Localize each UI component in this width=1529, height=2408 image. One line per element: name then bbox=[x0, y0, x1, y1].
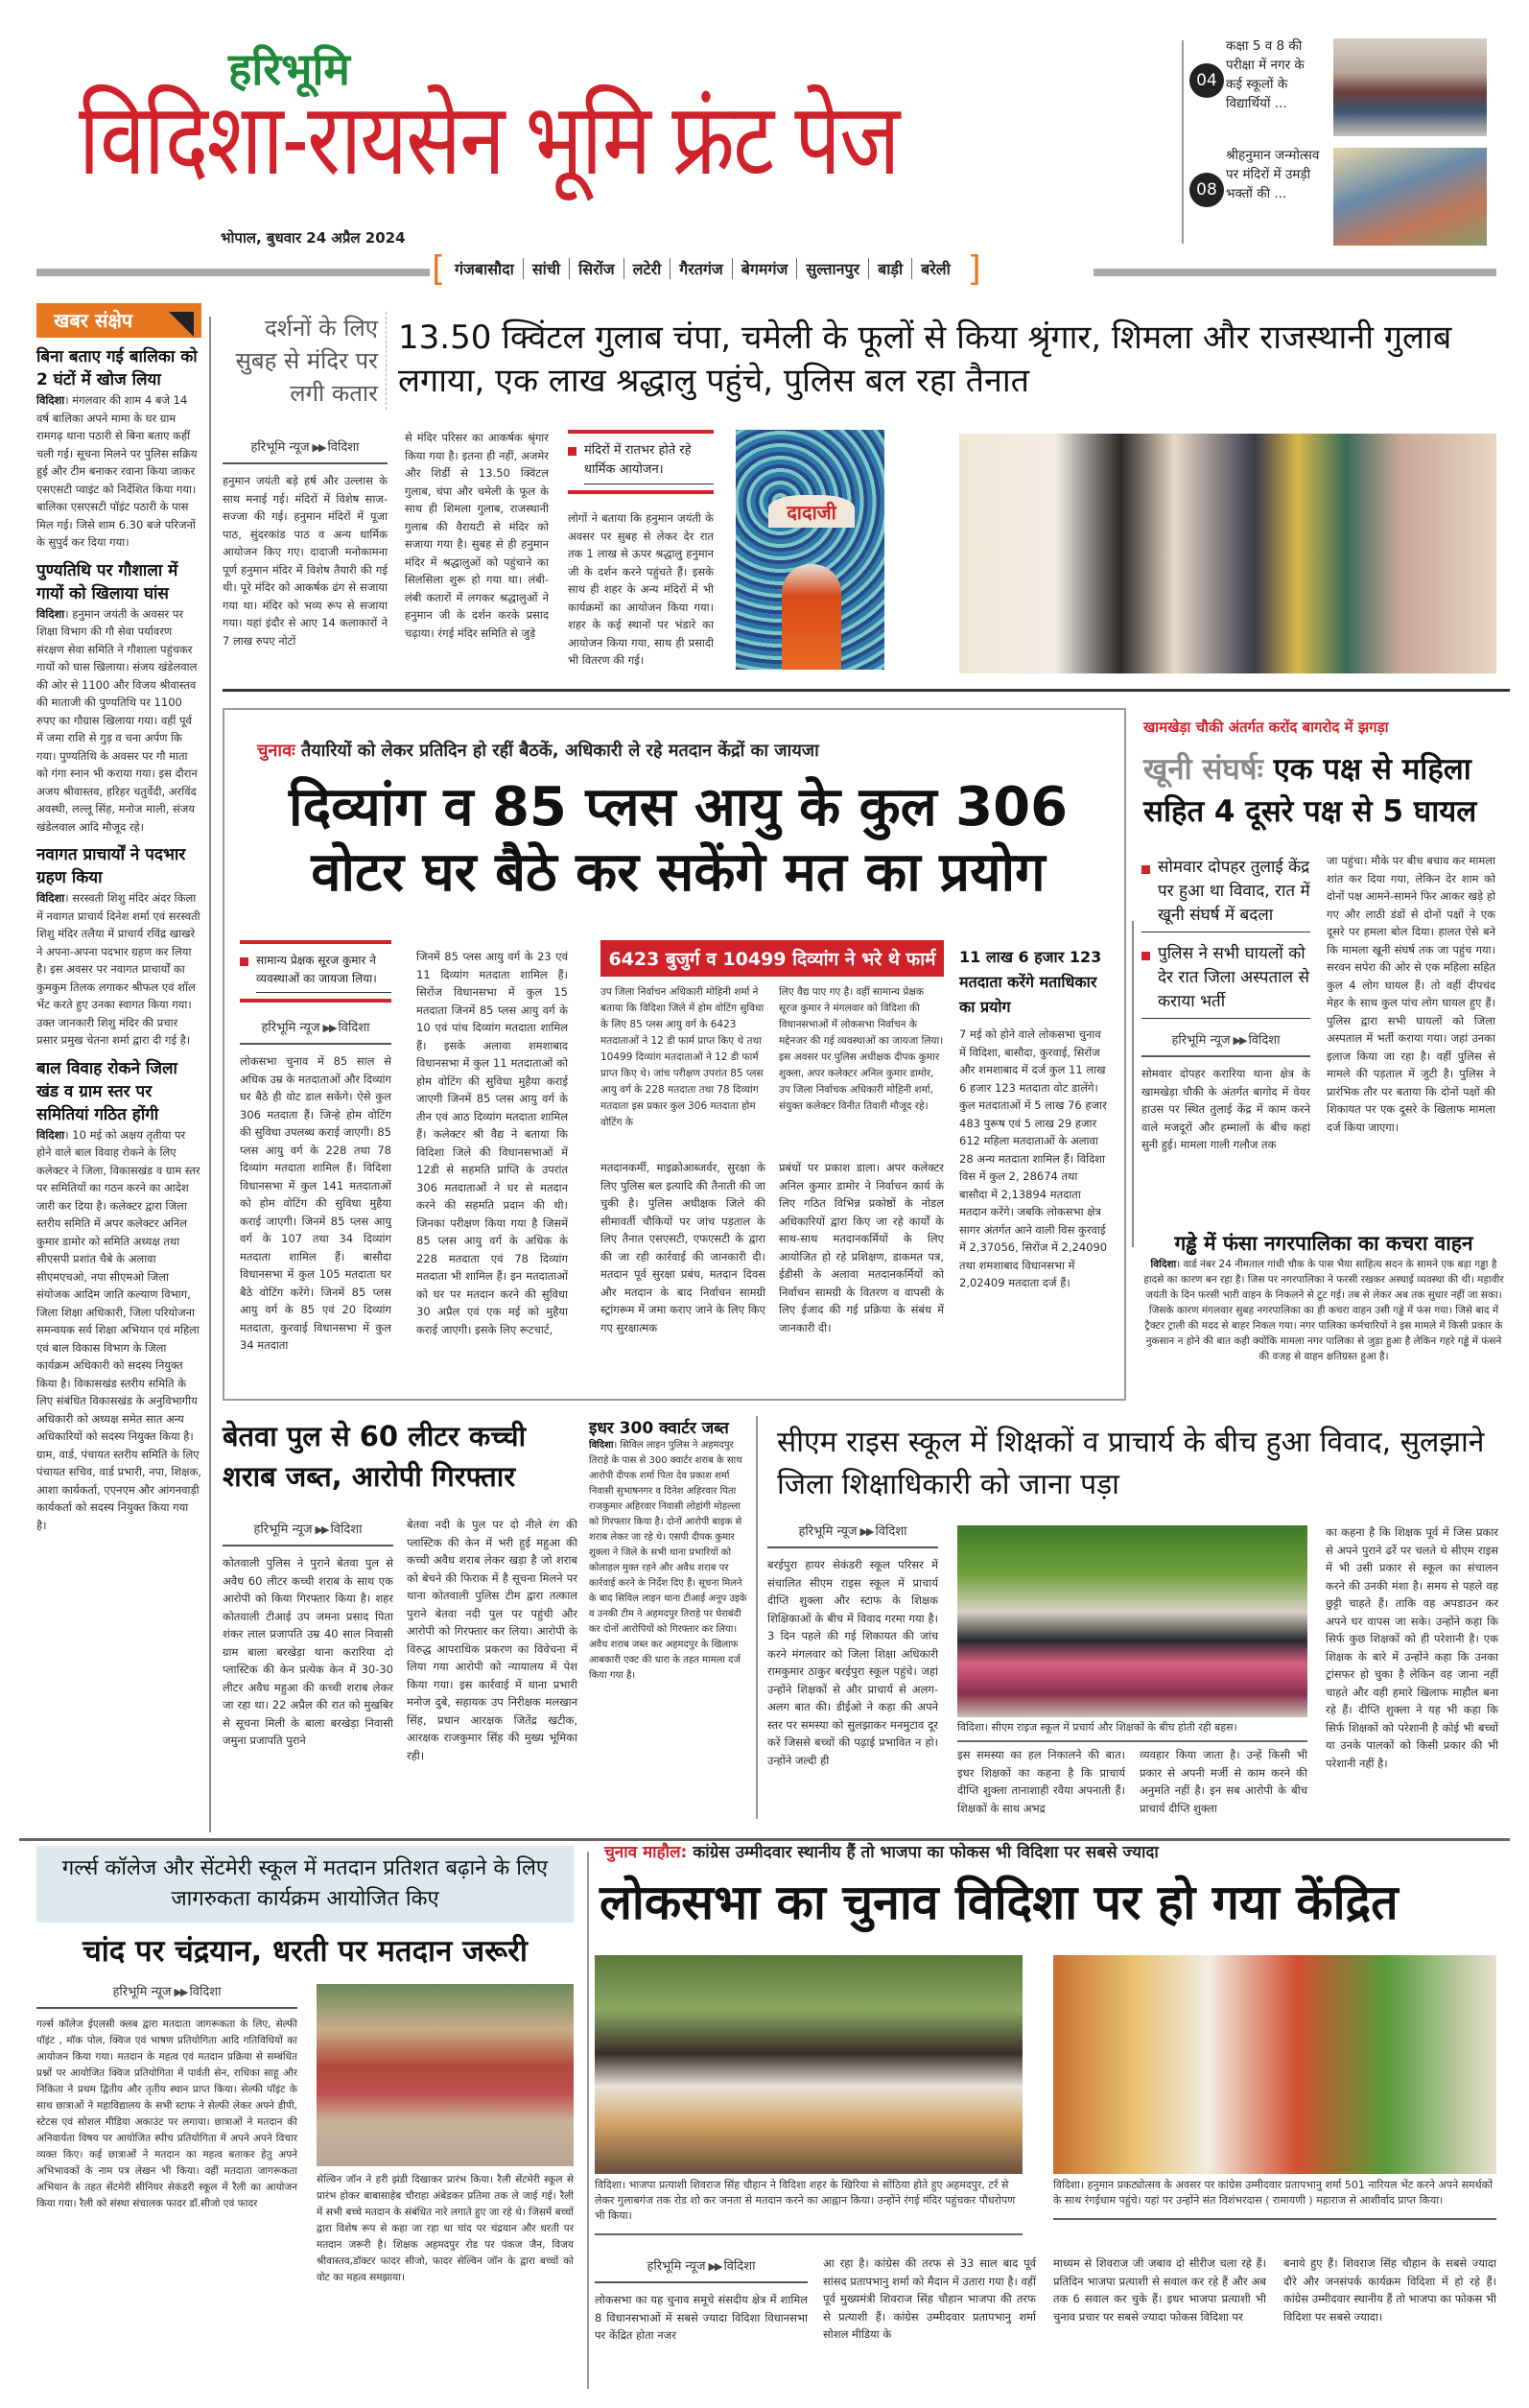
town-separator bbox=[911, 258, 912, 279]
teaser-08[interactable] bbox=[1189, 146, 1520, 247]
byline: हरिभूमि न्यूज ▶▶ विदिशा bbox=[767, 1516, 938, 1548]
loksabha-kicker: चुनाव माहौल: कांग्रेस उम्मीदवार स्थानीय हैं तो भाजपा का फोकस भी विदिशा पर सबसे ज्यादा bbox=[604, 1843, 1159, 1862]
byline: हरिभूमि न्यूज ▶▶ विदिशा bbox=[36, 1976, 297, 2009]
school-col-3: व्यवहार किया जाता है। उन्हें किसी भी प्रकार से अपनी मर्जी से काम करने की अनुमति नहीं है। इन सब आरोपी के बीच प्राचार्य दीप्ति शुक्ला bbox=[1140, 1748, 1307, 1815]
loksabha-col-3: माध्यम से शिवराज जी जबाव दो सीरीज चला रहे हैं। प्रतिदिन भाजपा प्रत्याशी से सवाल कर रहे हैं और अब तक 6 सवाल कर चुके हैं। इधर भाजपा प्रत्याशी भी चुनाव प्रचार पर सबसे ज्यादा फोकस विदिशा पर bbox=[1053, 2256, 1266, 2324]
town-link[interactable]: बाड़ी bbox=[878, 260, 904, 278]
byline: हरिभूमि न्यूज ▶▶ विदिशा bbox=[595, 2251, 808, 2283]
brief-item: नवागत प्राचार्यों ने पदभार ग्रहण किया विदिशा। सरस्वती शिशु मंदिर अंदर किला में नवागत प्राचार्य दिनेश शर्मा एवं सरस्वती शिशु मंदिर तलैया में प्राचार्य रविंद्र खाखरे ने अपना-अपना पदभार ग्रहण कर लिया है। इस अवसर पर नवागत प्राचार्यों का कुमकुम तिलक लगाकर श्रीफल एवं शॉल भेंट करते हुए उनका स्वागत किया गया। उक्त जानकारी शिशु मंदिर की प्रचार प्रसार प्रमुख चेतना शर्मा द्वारा दी गई है। bbox=[36, 845, 200, 1047]
liquor-col-2: बेतवा नदी के पुल पर दो नीले रंग की प्लास्टिक की केन में भरी हुई महुआ की कच्ची अवैध शराब लेकर खड़ा है जो शराब को बेचने की फिराक में है सूचना मिलने पर थाना कोतवाली पुलिस टीम द्वारा तत्काल पुराने बेतवा नदी पुल पर पहुंची और आरोपी को गिरफ्तार कर लिया। आरोपी के विरुद्ध आपराधिक प्रकरण का विवेचना में लिया गया आरोपी को न्यायालय में पेश किया गया। इस कार्रवाई में थाना प्रभारी मनोज दुबे, सहायक उप निरीक्षक मलखान सिंह, प्रधान आरक्षक जितेंद्र खटीक, आरक्षक राजकुमार सिंह की मुख्य भूमिका रही। bbox=[407, 1518, 577, 1762]
bullet-icon bbox=[1141, 865, 1150, 874]
teaser-text: कक्षा 5 व 8 की परीक्षा में नगर के कई स्कूलों के विद्यार्थियों ... bbox=[1226, 38, 1305, 111]
pratapbhanu-temple-photo bbox=[1053, 1955, 1496, 2174]
school-caption: विदिशा। सीएम राइज स्कूल में प्रचार्य और शिक्षकों के बीच होती रही बहस। bbox=[957, 1720, 1307, 1742]
teaser-divider bbox=[1182, 40, 1184, 244]
town-separator bbox=[796, 258, 797, 279]
bullet-icon bbox=[568, 447, 576, 456]
school-col-1: हरिभूमि न्यूज ▶▶ विदिशा बरईपुरा हायर सेकंडरी स्कूल परिसर में संचालित सीएम राइस स्कूल में प्राचार्य दीप्ति शुक्ला और स्टाफ के शिक्षक शिक्षिकाओं के बीच में विवाद गरमा गया है। 3 दिन पहले की गई शिकायत की जांच करने मंगलवार को जिला शिक्षा अधिकारी रामकुमार ठाकुर बरईपुरा स्कूल पहुंचे। जहां उन्होंने शिक्षकों से और प्राचार्य से अलग-अलग बात की। डीईओ ने कहा की अपने स्तर पर समस्या को सुलझाकर मनमुटाव दूर करें जिससे बच्चों की पढ़ाई प्रभावित न हो। उन्होंने जल्दी ही bbox=[767, 1516, 938, 1769]
town-nav: [ गंजबासौदा सांची सिरोंज लटेरी गैरतगंज बेगमगंज सुल्तानपुर बाड़ी बरेली ] bbox=[432, 248, 981, 289]
school-col-2: इस समस्या का हल निकालने की बात। इधर शिक्षकों का कहना है कि प्राचार्य दीप्ति शुक्ला तानाशाही रवैया अपनाती हैं। शिक्षकों के साथ अभद्र bbox=[957, 1748, 1125, 1815]
page-title: विदिशा-रायसेन भूमि फ्रंट पेज bbox=[79, 81, 899, 198]
election-col-1: सामान्य प्रेक्षक सूरज कुमार ने व्यवस्थाओं का जायजा लिया। हरिभूमि न्यूज ▶▶ विदिशा लोकसभा चुनाव में 85 साल से अधिक उम्र के मतदाताओं और दिव्यांग घर बैठे ही वोट डाल सकेंगे। ऐसे कुल 306 मतदाता हैं। जिन्हे होम वोटिंग की सुविधा उपलब्ध कराई जाएगी। 85 प्लस आयु वर्ग के 228 तथा 78 दिव्यांग मतदाता शामिल हैं। विदिशा विधानसभा में कुल 141 मतदाताओं को होम वोटिंग की सुविधा मुहैया कराई जाएगी। जिनमें 85 प्लस आयु वर्ग के 107 तथा 34 दिव्यांग मतदाता शामिल हैं। बासौदा विधानसभा में कुल 105 मतदाता घर बैठे वोटिंग करेंगे। जिनमें 85 प्लस आयु वर्ग के 85 एवं 20 दिव्यांग मतदाता, कुरवाई विधानसभा में कुल 34 मतदाता bbox=[240, 940, 391, 1355]
news-brief-column bbox=[36, 303, 201, 1534]
election-col-2: जिनमें 85 प्लस आयु वर्ग के 23 एवं 11 दिव्यांग मतदाता शामिल हैं। सिरोंज विधानसभा में कुल 15 मतदाता जिनमें 85 प्लस आयु वर्ग के 10 एवं पांच दिव्यांग मतदाता शामिल हैं। इसके अलावा शमशाबाद विधानसभा में कुल 11 मतदाताओं को होम वोटिंग की सुविधा मुहैया कराई जाएगी जिनमें 85 प्लस आयु वर्ग के तीन एवं आठ दिव्यांग मतदाता शामिल हैं। कलेक्टर श्री वैद्य ने बताया कि विदिशा जिले की विधानसभाओं में 12डी से सहमति प्राप्ति के उपरांत 306 मतदाताओं ने घर से मतदान करने की सहमति प्रदान की थी। जिनका परीक्षण किया गया है जिसमें 85 प्लस आयु वर्ग के अधिक के 228 मतदाता एवं 78 दिव्यांग मतदाता भी शामिल हैं। इन मतदाताओं को घर पर मतदान करने की सुविधा 30 अप्रैल एवं एक मई को मुहैया कराई जाएगी। इसके लिए रूटचार्ट, bbox=[416, 950, 568, 1336]
bullet-icon bbox=[1141, 952, 1150, 960]
shivraj-roadshow-photo bbox=[595, 1955, 1023, 2174]
clash-headline: खूनी संघर्षः एक पक्ष से महिला सहित 4 दूसरे पक्ष से 5 घायल bbox=[1143, 752, 1477, 829]
town-link[interactable]: गैरतगंज bbox=[679, 260, 723, 278]
brief-item: पुण्यतिथि पर गौशाला में गायों को खिलाया घांस विदिशा। हनुमान जयंती के अवसर पर शिक्षा विभाग की गौ सेवा पर्यावरण संरक्षण सेवा समिति ने गौशाला पहुंचकर गायों को घास खिलाया। संजय खंडेलवाल की ओर से 1100 और विजय श्रीवास्तव की माताजी की पुण्यतिथि पर 1100 रुपए का गौग्रास खिलाया गया। वहीं पूर्व में जमा राशि से गुड़ व चना अर्पण कि गया। पुण्यतिथि के अवसर पर गौ माता को गंगा स्नान भी कराया गया। इस दौरान अजय श्रीवास्तव, हरिहर चतुर्वेदी, अरविंद अवस्थी, लल्लू सिंह, मनोज माली, संजय खंडेलवाल आदि मौजूद रहे। bbox=[36, 559, 201, 837]
byline: हरिभूमि न्यूज ▶▶ विदिशा bbox=[223, 432, 388, 464]
town-link[interactable]: सांची bbox=[531, 260, 561, 278]
teaser-photo-students bbox=[1333, 38, 1487, 136]
town-link[interactable]: गंजबासौदा bbox=[455, 260, 514, 278]
liquor-sidebar: इधर 300 क्वार्टर जब्त विदिशा। सिविल लाइन पुलिस ने अहमदपुर तिराहे के पास से 300 क्वार्टर शराब के साथ आरोपी दीपक शर्मा पिता देव प्रकाश शर्मा निवासी सुभाषनगर व दिनेश अहिरवार पिता राजकुमार अहिरवार निवासी लोहांगी मोहल्ला को गिरफ्तार किया है। दोनों आरोपी बाइक से शराब लेकर जा रहे थे। एसपी दीपक कुमार शुक्ला ने जिले के सभी थाना प्रभारियों को कोलाहल मुक्त रहने और अवैध शराब पर कार्रवाई करने के निर्देश दिए हैं। सूचना मिलने के बाद सिविल लाइन थाना टीआई अनूप उइके व उनकी टीम ने अहमदपुर तिराहे पर घेराबंदी कर दोनों आरोपियों को गिरफ्तार कर लिया। अवैध शराब जब्त कर अहमदपुर के खिलाफ आबकारी एक्ट की धारा के तहत मामला दर्ज किया गया है। bbox=[589, 1416, 748, 1684]
dateline: भोपाल, बुधवार 24 अप्रैल 2024 bbox=[221, 229, 406, 247]
byline: हरिभूमि न्यूज ▶▶ विदिशा bbox=[1141, 1025, 1310, 1057]
temple-headline: 13.50 क्विंटल गुलाब चंपा, चमेली के फूलों से किया श्रृंगार, शिमला और राजस्थानी गुलाब लगाया, एक लाख श्रद्धालु पहुंचे, पुलिस बल रहा तैनात bbox=[398, 319, 1452, 400]
byline: हरिभूमि न्यूज ▶▶ विदिशा bbox=[223, 1514, 393, 1546]
town-separator bbox=[732, 258, 733, 279]
page-number-badge: 04 bbox=[1189, 63, 1224, 98]
election-side-column: 11 लाख 6 हजार 123 मतदाता करेंगे मताधिकार का प्रयोग 7 मई को होने वाले लोकसभा चुनाव में विदिशा, बासौदा, कुरवाई, सिरोंज और शमशाबाद में दर्ज कुल 11 लाख 6 हजार 123 मतदाता वोट डालेंगे। कुल मतदाताओं में 5 लाख 76 हजार 483 पुरूष एवं 5 लाख 29 हजार 612 महिला मतदाताओं के अलावा 28 अन्य मतदाता शामिल हैं। विदिशा विस में कुल 2, 28674 तथा बासौदा में 2,13894 मतदाता मतदान करेंगे। जबकि लोकसभा क्षेत्र सागर अंतर्गत आने वाली विस कुरवाई में 2,37056, सिरोंज में 2,24090 तथा शमशाबाद विधानसभा में 2,02409 मतदाता दर्ज हैं। bbox=[959, 945, 1109, 1292]
brief-headline: पुण्यतिथि पर गौशाला में गायों को खिलाया घांस bbox=[36, 560, 178, 603]
awareness-kicker-band: गर्ल्स कॉलेज और सेंटमेरी स्कूल में मतदान प्रतिशत बढ़ाने के लिए जागरुकता कार्यक्रम आयोजित किए bbox=[36, 1846, 574, 1923]
election-formbox: 6423 बुजुर्ग व 10499 दिव्यांग ने भरे थे फार्म उप जिला निर्वाचन अधिकारी मोहिनी शर्मा ने बताया कि विदिशा जिले में होम वोटिंग सुविधा के लिए 85 प्लस आयु वर्ग के 6423 मतदाताओं ने 12 डी फार्म प्राप्त किए थे तथा 10499 दिव्यांग मतदाताओं ने 12 डी फार्म प्राप्त किए थे। जांच परीक्षण उपरांत 85 प्लस आयु वर्ग के 228 मतदाता तथा 78 दिव्यांग मतदाता इस प्रकार कुल 306 मतदाता होम वोटिंग के लिए वैद्य पाए गए है। वहीं सामान्य प्रेक्षक सूरज कुमार ने मंगलवार को विदिशा की विधानसभाओं में लोकसभा निर्वाचन के मद्देनजर की गई व्यवस्थाओं का जायजा लिया। इस अवसर पर पुलिस अधीक्षक दीपक कुमार शुक्ला, अपर कलेक्टर अनिल कुमार डामोर, उप जिला निर्वाचक अधिकारी मोहिनी शर्मा, संयुक्त कलेक्टर विनीत तिवारी मौजूद रहे। bbox=[600, 940, 944, 1131]
town-separator bbox=[523, 258, 524, 279]
clash-highlight: पुलिस ने सभी घायलों को देर रात जिला अस्पताल से कराया भर्ती bbox=[1141, 938, 1310, 1019]
town-separator bbox=[623, 258, 624, 279]
temple-sign: दादाजी bbox=[787, 501, 836, 524]
loksabha-col-1: हरिभूमि न्यूज ▶▶ विदिशा लोकसभा का यह चुनाव समूचे संसदीय क्षेत्र में शामिल 8 विधानसभाओं में सबसे ज्यादा विदिशा विधानसभा पर केंद्रित होता नजर bbox=[595, 2251, 808, 2345]
awareness-headline: चांद पर चंद्रयान, धरती पर मतदान जरूरी bbox=[82, 1934, 528, 1969]
devotees-queue-photo bbox=[959, 434, 1496, 673]
column-divider bbox=[587, 1852, 589, 2389]
temple-kicker: दर्शनों के लिए सुबह से मंदिर पर लगी कतार bbox=[225, 312, 387, 410]
byline: हरिभूमि न्यूज ▶▶ विदिशा bbox=[240, 1012, 391, 1045]
election-col-3: मतदानकर्मी, माइक्रोआब्जर्वर, सुरक्षा के लिए पुलिस बल इत्यादि की तैनाती की जा चुकी है। पुलिस अधीक्षक जिले की सीमावर्ती चौकियों पर जांच पड़ताल के लिए तैनात एसएसटी, एफएसटी के द्वारा की जा रही कार्रवाई की जानकारी दी। मतदान पूर्व सुरक्षा प्रबंध, मतदान दिवस और मतदान के बाद निर्वाचन सामग्री स्ट्रांगरूम में जमा कराए जाने के लिए किए गए सुरक्षात्मक bbox=[600, 1161, 765, 1334]
formbox-title: 6423 बुजुर्ग व 10499 दिव्यांग ने भरे थे फार्म bbox=[600, 940, 944, 977]
loksabha-caption-2: विदिशा। हनुमान प्रकट्योत्सव के अवसर पर कांग्रेस उम्मीदवार प्रतापभानु शर्मा 501 नारियल भेंट करने अपने समर्थकों के साथ रंगईधाम पहुंचे। यहां पर उन्होंने संत विशंभरदास ( रामायणी ) महाराज से आशीर्वाद प्राप्त किया। bbox=[1053, 2178, 1496, 2220]
clash-highlight: सोमवार दोपहर तुलाई केंद्र पर हुआ था विवाद, रात में खूनी संघर्ष में बदला bbox=[1141, 852, 1310, 933]
masthead bbox=[0, 0, 1529, 289]
loksabha-headline: लोकसभा का चुनाव विदिशा पर हो गया केंद्रित bbox=[600, 1875, 1399, 1930]
liquor-headline: बेतवा पुल से 60 लीटर कच्ची शराब जब्त, आरोपी गिरफ्तार bbox=[223, 1420, 527, 1493]
brand-logo: हरिभूमि bbox=[228, 43, 350, 95]
temple-idol-photo bbox=[736, 430, 884, 670]
loksabha-caption-1: विदिशा। भाजपा प्रत्याशी शिवराज सिंह चौहान ने विदिशा शहर के खिरिया से सोंठिया होते हुए अहमदपुर, टर्र से लेकर गुलाबगंज तक रोड शो कर जनता से मतदान करने का आह्वान किया। उन्होंने रंगई मंदिर पहुंचकर पौधरोपण भी किया। bbox=[595, 2178, 1023, 2235]
clash-col-2: जा पहुंचा। मौके पर बीच बचाव कर मामला शांत कर दिया गया, लेकिन देर शाम को दोनों पक्ष आमने-सामने फिर आकर खड़े हो गए और लाठी डंडों से दोनों पक्षों ने एक दूसरे पर हमला बोल दिया। हालत ऐसे बने कि मामला खूनी संघर्ष तक जा पहुंच गया। सरवन सपेरा की ओर से एक महिला सहित कुल 4 लोग घायल हैं। तो वहीं दीपचंद मेहर के साथ कुल पांच लोग घायल हुए हैं। पुलिस द्वारा सभी घायलों को जिला अस्पताल में भर्ती कराया गया। जहां उनका इलाज किया जा रहा है। वहीं पुलिस से मामले की पड़ताल में जुटी है। पुलिस ने प्रारंभिक तौर पर बताया कि दोनों पक्षों की शिकायत पर एक दूसरे के खिलाफ मामला दर्ज किया जाएगा। bbox=[1327, 854, 1495, 1134]
column-divider bbox=[1132, 921, 1134, 1247]
teaser-photo-devotees bbox=[1333, 148, 1487, 246]
masthead-rule-right bbox=[1094, 269, 1496, 276]
page-number-badge: 08 bbox=[1189, 173, 1224, 207]
brief-headline: नवागत प्राचार्यों ने पदभार ग्रहण किया bbox=[36, 845, 186, 887]
awareness-col-2: सेल्विन जॉन ने हरी झंडी दिखाकर प्रारंभ किया। रैली सेंटमेरी स्कूल से प्रारंभ होकर बाबासाहेब चौराहा अंबेडकर प्रतिमा तक ले जाई गई। रैली में सभी बच्चे मतदान के संबंधित नारे लगाते हुए जा रहे थे। जिसमें बच्चों द्वारा विशेष रूप से कहा जा रहा था चांद पर चंद्रयान और धरती पर मतदान जरूरी है। शिक्षक अहमदपुर रोड पर पंकज जैन, विजय श्रीवास्तव,डॉक्टर फादर सीजो, फादर सेल्विन जॉन के द्वारा बच्चों को वोट का महत्व समझाया। bbox=[317, 2174, 574, 2283]
school-dispute-photo bbox=[957, 1525, 1307, 1717]
school-headline: सीएम राइस स्कूल में शिक्षकों व प्राचार्य के बीच हुआ विवाद, सुलझाने जिला शिक्षाधिकारी को जाना पड़ा bbox=[777, 1426, 1485, 1501]
clash-col-1: सोमवार दोपहर तुलाई केंद्र पर हुआ था विवाद, रात में खूनी संघर्ष में बदला पुलिस ने सभी घायलों को देर रात जिला अस्पताल से कराया भर्ती हरिभूमि न्यूज ▶▶ विदिशा सोमवार दोपहर करारिया थाना क्षेत्र के खामखेड़ा चौकी के अंतर्गत बागोद में वेयर हाउस पर स्थित तुलाई केंद्र में काम करने वाले मजदूरों और हम्मालों के बीच कहां सुनी हुई। मामला गाली गलौज तक bbox=[1141, 852, 1310, 1154]
temple-col-3: मंदिरों में रातभर होते रहे धार्मिक आयोजन। लोगों ने बताया कि हनुमान जयंती के अवसर पर सुबह से लेकर देर रात तक 1 लाख से ऊपर श्रद्धालु हनुमान जी के दर्शन करने पहुंचते हैं। इसके साथ ही शहर के अन्य मंदिरों में भी कार्यक्रमों का आयोजन किया गया। शहर के कई स्थानों पर भंडारे का आयोजन किया गया, साथ ही प्रसादी भी वितरण की गई। bbox=[568, 430, 714, 670]
liquor-col-1: हरिभूमि न्यूज ▶▶ विदिशा कोतवाली पुलिस ने पुराने बेतवा पुल से अवैध 60 लीटर कच्ची शराब के साथ एक आरोपी को किया गिरफ्तार किया है। शहर कोतवाली टीआई उप जमना प्रसाद पिता शंकर लाल प्रजापति उम्र 40 साल निवासी ग्राम बाला बरखेड़ा थाना करारिया दो प्लास्टिक की केन प्रत्येक केन में 30-30 लीटर अवैध महुआ की कच्ची शराब लेकर जा रहा था। 22 अप्रैल की रात को मुखबिर से सूचना मिली के बाला बरखेड़ा निवासी जमुना प्रजापति पुराने bbox=[223, 1514, 393, 1750]
town-link[interactable]: बेगमगंज bbox=[741, 260, 788, 278]
corner-fold-icon bbox=[169, 312, 194, 337]
election-col-4: प्रबंधों पर प्रकाश डाला। अपर कलेक्टर अनिल कुमार डामोर ने निर्वाचन कार्य के लिए गठित विभिन्न प्रकोष्ठों के नोडल अधिकारियों द्वारा किए जा रहे कार्यों के साथ-साथ मतदानकर्मियों के लिए आयोजित हो रहे प्रशिक्षण, डाकमत पत्र, ईडीसी के अलावा मतदानकर्मियों को निर्वाचन सामग्री के वितरण व वापसी के लिए ईजाद की गई प्रक्रिया के संबंध में जानकारी दी। bbox=[779, 1161, 944, 1334]
town-link[interactable]: बरेली bbox=[921, 260, 951, 278]
news-brief-label: खबर संक्षेप bbox=[36, 303, 201, 338]
election-headline: दिव्यांग व 85 प्लस आयु के कुल 306 वोटर घर बैठे कर सकेंगे मत का प्रयोग bbox=[288, 776, 1069, 904]
temple-col-1: हरिभूमि न्यूज ▶▶ विदिशा हनुमान जयंती बड़े हर्ष और उल्लास के साथ मनाई गई। मंदिरों में विशेष साज-सज्जा की गई। हनुमान मंदिरों में पूजा पाठ, सुंदरकांड पाठ व अन्य धार्मिक आयोजन किए गए। दादाजी मनोकामना पूर्ण हनुमान मंदिर में विशेष तैयारी की गई थी। पूरे मंदिर को आकर्षक ढंग से सजाया गया था। मंदिर को भव्य रूप से सजाया गया। यहां इंदौर से आए 14 कलाकारों ने 7 लाख रुपए नोटों bbox=[223, 432, 388, 649]
seizure-title: इधर 300 क्वार्टर जब्त bbox=[589, 1419, 729, 1438]
voter-rally-photo bbox=[317, 1984, 574, 2166]
loksabha-col-4: बनाये हुए हैं। शिवराज सिंह चौहान के सबसे ज्यादा दौरे और जनसंपर्क कार्यक्रम विदिशा में हो रहे हैं। कांग्रेस उम्मीदवार स्थानीय हैं तो भाजपा का फोकस भी विदिशा पर सबसे ज्यादा। bbox=[1283, 2256, 1496, 2324]
awareness-col-1: हरिभूमि न्यूज ▶▶ विदिशा गर्ल्स कॉलेज ईएलसी क्लब द्वारा मतदाता जागरूकता के लिए, सेल्फी पॉइंट , मॉक पोल, क्विज एवं भाषण प्रतियोगिता आदि गतिविधियों का आयोजन किया गया। मतदान के महत्व एवं मतदान प्रक्रिया से सम्बंधित प्रश्नों पर आयोजित क्विज प्रतियोगिता में पार्वती सेन, राधिका साहू और निकिता ने प्रथम द्वितीय और तृतीय स्थान प्राप्त किया। सेल्फी पॉइंट के साथ छात्राओं ने महाविद्यालय के सभी स्टाफ ने सेल्फी लेकर अपने डीपी, स्टेटस एवं सोशल मीडिया अकाउंट पर लगाया। छात्राओं ने मतदान की अनिवार्यता विषय पर आयोजित स्पीच प्रतियोगिता में अपने अपने विचार व्यक्त किए। कई छात्राओं ने मतदान का महत्व बताकर हेतु अपने अभिभावकों के नाम पत्र लेखन भी किया। वहीं मतदाता जागरूकता अभियान के तहत सेंटमेरी सीनियर सेकंडरी स्कूल में रैली का आयोजन किया गया। रैली को संस्था संचालक फादर डॉ.सीजो एवं फादर bbox=[36, 1976, 297, 2212]
section-rule bbox=[223, 689, 1510, 692]
bullet-icon bbox=[240, 957, 248, 966]
town-separator bbox=[569, 258, 570, 279]
town-link[interactable]: लटेरी bbox=[632, 260, 662, 278]
temple-pullquote: मंदिरों में रातभर होते रहे धार्मिक आयोजन। bbox=[568, 434, 714, 490]
brief-item: बिना बताए गई बालिका को 2 घंटों में खोज लिया विदिशा। मंगलवार की शाम 4 बजे 14 वर्ष बालिका अपने मामा के घर ग्राम रामगढ़ थाना पठारी से बिना बताए कहीं चली गई। सूचना मिलने पर पुलिस सक्रिय हुई और टीम बनाकर रवाना किया जाकर एसएसटी प्वाइंट को निर्देशित किया गया। बालिका एसएसटी पॉइंट पठारी के पास मिल गई। जिसे शाम 6.30 बजे परिजनों के सुपुर्द कर दिया गया। bbox=[36, 345, 201, 552]
brief-headline: बिना बताए गई बालिका को 2 घंटों में खोज लिया bbox=[36, 347, 198, 390]
brief-headline: बाल विवाह रोकने जिला खंड व ग्राम स्तर पर समितियां गठित होंगी bbox=[36, 1058, 177, 1124]
election-kicker: चुनावः तैयारियों को लेकर प्रतिदिन हो रहीं बैठकें, अधिकारी ले रहे मतदान केंद्रों का जायजा bbox=[257, 741, 819, 761]
loksabha-col-2: आ रहा है। कांग्रेस की तरफ से 33 साल बाद पूर्व सांसद प्रतापभानु शर्मा को मैदान में उतारा गया है। वहीं पूर्व मुख्यमंत्री शिवराज सिंह चौहान भाजपा की तरफ से प्रत्याशी हैं। कांग्रेस उम्मीदवार प्रतापभानु शर्मा सोशल मीडिया के bbox=[823, 2256, 1036, 2341]
town-link[interactable]: सिरोंज bbox=[578, 260, 615, 278]
brief-item: बाल विवाह रोकने जिला खंड व ग्राम स्तर पर समितियां गठित होंगी विदिशा। 10 मई को अक्षय तृतीया पर होने वाले बाल विवाह रोकने के लिए कलेक्टर ने जिला, विकासखंड व ग्राम स्तर पर समितियों का गठन करने का आदेश जारी कर दिया है। कलेक्टर द्वारा जिला स्तरीय समिति में अपर कलेक्टर अनिल कुमार डामोर को समिति अध्यक्ष तथा सीएसपी प्रशांत चैबे के अलावा सीएमएचओ, नपा सीएमओ जिला संयोजक आदिम जाति कल्याण विभाग, जिला शिक्षा अधिकारी, जिला परियोजना समन्वयक सर्व शिक्षा अभियान एवं महिला एवं बाल विकास विभाग के जिला कार्यक्रम अधिकारी को सदस्य नियुक्त किया है। विकासखंड स्तरीय समिति के लिए संबंधित विकासखंड के अनुविभागीय अधिकारी को अध्यक्ष समेत सात अन्य अधिकारियों को सदस्य नियुक्त किया है। ग्राम, वार्ड, पंचायत स्तरीय समिति के लिए पंचायत सचिव, वार्ड प्रभारी, नपा, शिक्षक, आशा कार्यकर्ता, एएनएम और आंगनवाड़ी कार्यकर्ता को सदस्य नियुक्त किया गया है। bbox=[36, 1058, 201, 1532]
pothole-story: गड्ढे में फंसा नगरपालिका का कचरा वाहन विदिशा। वार्ड नंबर 24 नीमताल गांधी चौक के पास भैया साहित्य सदन के सामने एक बड़ा गड्ढा है हादसे का कारण बन रहा है। जिस पर नगरपालिका ने फरसी रखकर अस्थाई व्यवस्था की थी। महावीर जयंती के दिन फरसी भारी वाहन के निकलने से टूट गई। तब से लेकर अब तक सुधार नहीं जा सका। जिसके कारण मंगलवार सुबह नगरपालिका का ही कचरा वाहन उसी गड्ढे में फंस गया। जिसे बाद में ट्रैक्टर ट्राली की मदद से बाहर निकल गया। नगर पालिका कर्मचारियों ने इस मामले में किसी प्रकार के नुकसान न होने की बात कही क्योंकि मामला नगर पालिका से जुड़ा हुआ है लेकिन गहरे गड्ढे में फंसने की वजह से वाहन क्षतिग्रस्त हुआ है। bbox=[1141, 1230, 1506, 1364]
town-separator bbox=[868, 258, 869, 279]
column-divider bbox=[756, 1416, 758, 1819]
masthead-rule-left bbox=[36, 269, 430, 276]
school-col-4: का कहना है कि शिक्षक पूर्व में जिस प्रकार से अपने पुराने ढर्रे पर चलते थे सीएम राइस में भी उसी प्रकार से स्कूल का संचालन करने की उनकी मंशा है। समय से पहले वह छुट्टी चाहते हैं। ताकि वह अपडाउन कर अपने घर वापस जा सके। उन्होंने कहा कि सिर्फ कुछ शिक्षकों को ही परेशानी है। एक शिक्षक के बारे में उन्होंने कहा कि उनका ट्रांसफर हो चुका है लेकिन वह जाना नहीं चाहते और वही हमारे खिलाफ माहौल बना रहे हैं। दीप्ति शुक्ला ने यह भी कहा कि सिर्फ शिक्षकों को परेशानी है कोई भी बच्चों या उनके पालकों को किसी प्रकार की भी परेशानी नहीं है। bbox=[1326, 1525, 1498, 1770]
pothole-headline: गड्ढे में फंसा नगरपालिका का कचरा वाहन bbox=[1174, 1232, 1473, 1255]
teaser-text: श्रीहनुमान जन्मोत्सव पर मंदिरों में उमड़ी भक्तों की ... bbox=[1226, 148, 1320, 201]
side-title: 11 लाख 6 हजार 123 मतदाता करेंगे मताधिकार का प्रयोग bbox=[959, 948, 1102, 1016]
temple-col-2: से मंदिर परिसर का आकर्षक श्रृंगार किया गया है। इतना ही नहीं, अजमेर और शिर्डी से 13.50 क्विंटल गुलाब, चंपा और चमेली के फूल के साथ ही शिमला गुलाब, राजस्थानी गुलाब की वैरायटी से मंदिर को सजाया गया है। सुबह से ही हनुमान मंदिर में श्रद्धालुओं को पहुंचाने का सिलसिला शुरू हो गया था। लंबी-लंबी कतारों में लगकर श्रद्धालुओं ने हनुमान जी के दर्शन करके प्रसाद चढ़ाया। रंगई मंदिर समिति से जुड़े bbox=[405, 431, 549, 640]
clash-kicker: खामखेड़ा चौकी अंतर्गत करोंद बागरोद में झगड़ा bbox=[1143, 719, 1389, 736]
column-divider bbox=[209, 317, 211, 1832]
town-link[interactable]: सुल्तानपुर bbox=[806, 260, 860, 278]
teaser-04[interactable] bbox=[1189, 36, 1520, 137]
